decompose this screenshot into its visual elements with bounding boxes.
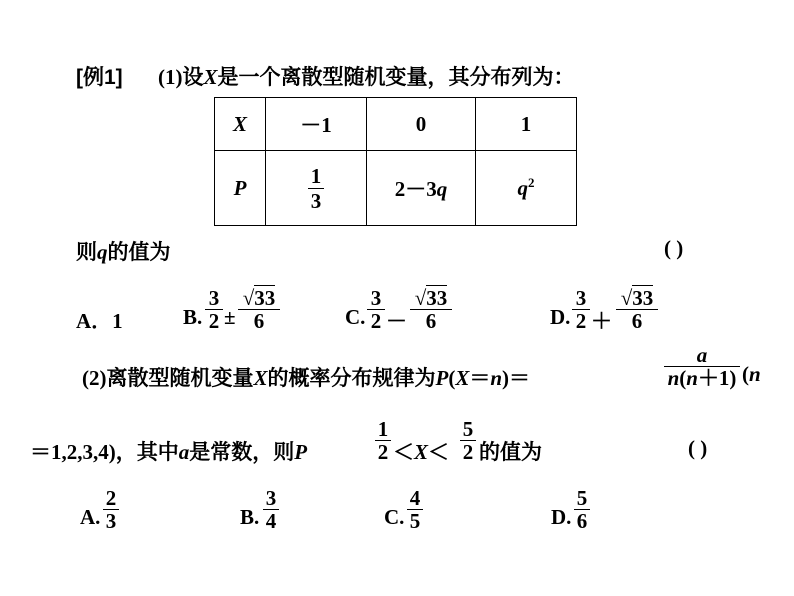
table-cell-x2: 0 bbox=[367, 98, 476, 151]
option-2a-label: A. bbox=[80, 505, 101, 529]
sqrt-expression bbox=[243, 287, 276, 309]
part2-after-fraction: (n bbox=[742, 362, 761, 386]
part2-five-half-fraction bbox=[460, 418, 476, 463]
fraction-denominator: 2 bbox=[377, 440, 389, 464]
fraction-numerator: 1 bbox=[310, 163, 322, 188]
distribution-table bbox=[214, 97, 577, 226]
part2-line2-c: 的值为 bbox=[479, 440, 542, 464]
example-label: [例1] bbox=[76, 66, 123, 89]
part2-half-fraction bbox=[375, 418, 391, 463]
part2-var-x: X bbox=[253, 366, 268, 390]
table-cell-p3 bbox=[476, 151, 577, 226]
fraction-one-third bbox=[308, 164, 324, 213]
table-row-x bbox=[215, 98, 577, 151]
part2-paren-open: ( bbox=[448, 366, 456, 390]
fraction-numerator: 4 bbox=[409, 486, 421, 510]
p2-q: q bbox=[436, 177, 448, 201]
fraction-numerator: 3 bbox=[575, 286, 587, 310]
part2-lt2: ＜ bbox=[428, 440, 450, 464]
sqrt-icon: √ bbox=[620, 286, 633, 310]
option-1d-op: ＋ bbox=[591, 309, 612, 333]
option-1c-op: － bbox=[386, 309, 407, 333]
sqrt-radicand: 33 bbox=[632, 286, 654, 310]
part1-intro-a: 设 bbox=[182, 65, 204, 89]
sqrt-radicand: 33 bbox=[254, 286, 276, 310]
fraction-denominator: 2 bbox=[208, 309, 220, 333]
option-2d-frac bbox=[574, 487, 590, 532]
fraction-denominator: 2 bbox=[462, 440, 474, 464]
part2-p: P bbox=[435, 366, 449, 390]
fraction-numerator: 3 bbox=[370, 286, 382, 310]
part2-line2 bbox=[30, 436, 307, 466]
fraction-denominator: 4 bbox=[265, 509, 277, 533]
part2-line2-x: X bbox=[414, 440, 429, 464]
fraction-numerator: 1 bbox=[377, 417, 389, 441]
part2-line2-b: 是常数，则 bbox=[189, 440, 295, 464]
fraction-denominator: n(n＋1) bbox=[667, 366, 737, 390]
p3-exponent: 2 bbox=[528, 175, 535, 190]
fraction-denominator: 6 bbox=[253, 309, 265, 333]
fraction-denominator: 2 bbox=[370, 309, 382, 333]
part2-lt1: ＜ bbox=[393, 440, 414, 464]
option-2b-frac bbox=[263, 487, 279, 532]
fraction-denominator: 3 bbox=[310, 188, 322, 213]
answer-paren-1: ( ) bbox=[664, 236, 684, 260]
part2-line2-var-a: a bbox=[178, 440, 190, 464]
q-line-a: 则 bbox=[76, 240, 97, 264]
option-1b-label: B. bbox=[183, 305, 203, 329]
fraction-denominator: 2 bbox=[575, 309, 587, 333]
part1-intro bbox=[158, 61, 575, 91]
q-line-var: q bbox=[97, 240, 108, 264]
q-line-b: 的值为 bbox=[107, 240, 171, 264]
part2-line2-a: ＝1,2,3,4)，其中 bbox=[30, 440, 179, 464]
option-1b-frac bbox=[205, 287, 223, 332]
sqrt-expression bbox=[415, 287, 448, 309]
fraction-numerator: 3 bbox=[265, 486, 277, 510]
sqrt-icon: √ bbox=[414, 286, 427, 310]
sqrt-radicand: 33 bbox=[426, 286, 448, 310]
option-1d-frac bbox=[572, 287, 590, 332]
option-1c-label: C. bbox=[345, 305, 366, 329]
part2-paren-close: )＝ bbox=[502, 366, 531, 390]
option-1b-sqrt-frac bbox=[238, 287, 280, 332]
table-cell-x3: 1 bbox=[476, 98, 577, 151]
fraction-numerator: 2 bbox=[105, 486, 117, 510]
part2-text-a: 离散型随机变量 bbox=[106, 366, 254, 390]
part2-number: (2) bbox=[82, 366, 107, 390]
answer-paren-2: ( ) bbox=[688, 436, 708, 460]
fraction-numerator: a bbox=[696, 343, 708, 367]
option-2b-label: B. bbox=[240, 505, 260, 529]
fraction-denominator: 3 bbox=[105, 509, 117, 533]
sqrt-expression bbox=[621, 287, 654, 309]
part2-line1 bbox=[82, 362, 530, 392]
fraction-denominator: 5 bbox=[409, 509, 421, 533]
option-1d-label: D. bbox=[550, 305, 571, 329]
part2-line2-p: P bbox=[294, 440, 308, 464]
fraction-numerator: 5 bbox=[462, 417, 474, 441]
part2-text-b: 的概率分布规律为 bbox=[267, 366, 436, 390]
fraction-numerator: 3 bbox=[208, 286, 220, 310]
option-2d-label: D. bbox=[551, 505, 572, 529]
part1-var-x: X bbox=[203, 65, 218, 89]
option-2a-frac bbox=[103, 487, 119, 532]
part1-intro-b: 是一个离散型随机变量，其分布列为： bbox=[217, 65, 575, 89]
fraction-denominator: 6 bbox=[631, 309, 643, 333]
part2-n: n bbox=[490, 366, 503, 390]
table-row-p bbox=[215, 151, 577, 226]
table-cell-p2 bbox=[367, 151, 476, 226]
p3-q: q bbox=[517, 176, 528, 200]
part2-eq: ＝ bbox=[469, 366, 491, 390]
option-1c-sqrt-frac bbox=[410, 287, 452, 332]
option-2c-label: C. bbox=[384, 505, 405, 529]
table-cell-p1 bbox=[266, 151, 367, 226]
option-1a: A．1 bbox=[76, 309, 123, 333]
sqrt-icon: √ bbox=[242, 286, 255, 310]
part2-var-x2: X bbox=[455, 366, 470, 390]
fraction-denominator: 6 bbox=[576, 509, 588, 533]
part2-probability-fraction bbox=[664, 344, 740, 389]
p2-expr: 2－3 bbox=[394, 177, 437, 201]
part2-ineq bbox=[393, 436, 449, 466]
part1-number: (1) bbox=[158, 65, 183, 89]
fraction-denominator: 6 bbox=[425, 309, 437, 333]
table-cell-x1: －1 bbox=[266, 98, 367, 151]
option-1b-op: ± bbox=[224, 305, 236, 329]
option-2c-frac bbox=[407, 487, 423, 532]
q-question-line bbox=[76, 236, 171, 266]
table-cell-x-label: X bbox=[215, 98, 266, 151]
option-1d-sqrt-frac bbox=[616, 287, 658, 332]
table-cell-p-label: P bbox=[215, 151, 266, 226]
option-1c-frac bbox=[367, 287, 385, 332]
fraction-numerator: 5 bbox=[576, 486, 588, 510]
